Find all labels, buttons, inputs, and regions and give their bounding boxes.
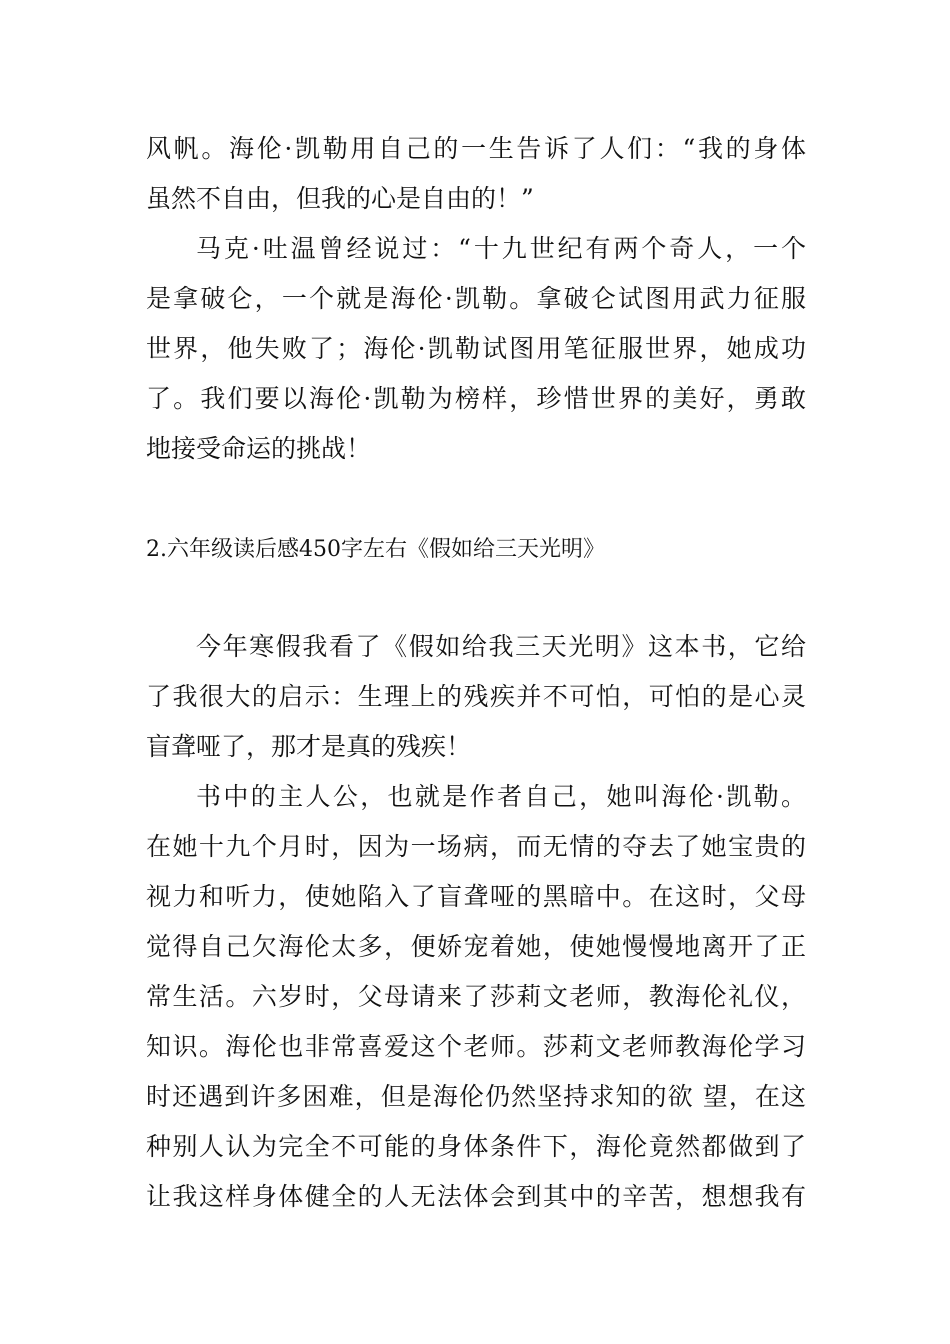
paragraph-line: 时还遇到许多困难，但是海伦仍然坚持求知的欲 望，在这 [146, 1082, 806, 1111]
section-heading: 2.六年级读后感450字左右《假如给三天光明》 [146, 537, 605, 562]
paragraph-line: 地接受命运的挑战！ [146, 434, 372, 463]
paragraph-line: 觉得自己欠海伦太多，便娇宠着她，使她慢慢地离开了正 [146, 932, 806, 961]
paragraph-line: 马克·吐温曾经说过：“十九世纪有两个奇人，一个 [196, 234, 806, 263]
paragraph-line: 书中的主人公，也就是作者自己，她叫海伦·凯勒。 [196, 782, 806, 811]
paragraph-line: 世界，他失败了；海伦·凯勒试图用笔征服世界，她成功 [146, 334, 806, 363]
paragraph-line: 常生活。六岁时，父母请来了莎莉文老师，教海伦礼仪， [146, 982, 806, 1011]
paragraph-line: 风帆。海伦·凯勒用自己的一生告诉了人们：“我的身体 [146, 134, 806, 163]
paragraph-line: 让我这样身体健全的人无法体会到其中的辛苦，想想我有 [146, 1182, 806, 1211]
paragraph-line: 是拿破仑，一个就是海伦·凯勒。拿破仑试图用武力征服 [146, 284, 806, 313]
paragraph-line: 了。我们要以海伦·凯勒为榜样，珍惜世界的美好，勇敢 [146, 384, 806, 413]
paragraph-line: 虽然不自由，但我的心是自由的！” [146, 184, 534, 213]
paragraph-line: 在她十九个月时，因为一场病，而无情的夺去了她宝贵的 [146, 832, 806, 861]
paragraph-line: 了我很大的启示：生理上的残疾并不可怕，可怕的是心灵 [146, 682, 806, 711]
paragraph-line: 视力和听力，使她陷入了盲聋哑的黑暗中。在这时，父母 [146, 882, 806, 911]
paragraph-line: 种别人认为完全不可能的身体条件下，海伦竟然都做到了 [146, 1132, 806, 1161]
paragraph-line: 盲聋哑了，那才是真的残疾！ [146, 732, 472, 761]
paragraph-line: 知识。海伦也非常喜爱这个老师。莎莉文老师教海伦学习 [146, 1032, 806, 1061]
paragraph-line: 今年寒假我看了《假如给我三天光明》这本书，它给 [196, 632, 806, 661]
